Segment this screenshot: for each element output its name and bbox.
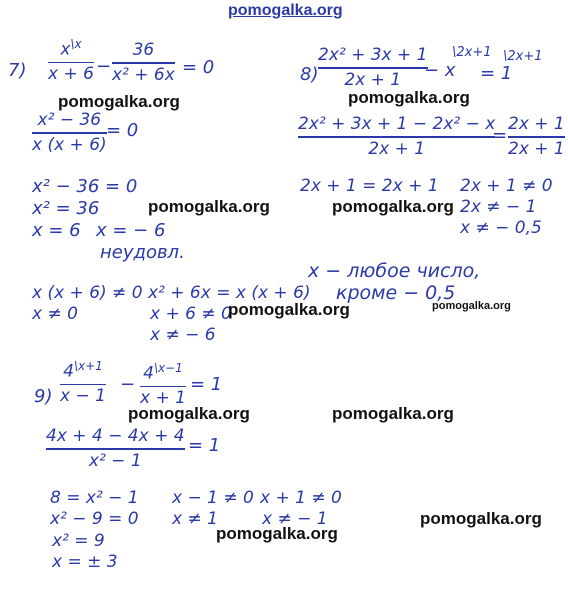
watermark-3[interactable]: pomogalka.org (148, 197, 270, 216)
p8-eq1: = 1 (480, 63, 513, 84)
p7-cond-1: x (x + 6) ≠ 0 (32, 283, 143, 303)
p9-cond-4: x ≠ − 1 (262, 509, 328, 529)
p9-cond-3: x + 1 ≠ 0 (260, 488, 342, 508)
watermark-10[interactable]: pomogalka.org (420, 509, 542, 528)
watermark-5[interactable]: pomogalka.org (228, 300, 350, 319)
p8-fraction-1 (318, 47, 428, 89)
p8-minus-x: − x (424, 60, 456, 81)
watermark-8[interactable]: pomogalka.org (332, 404, 454, 423)
watermark-6[interactable]: pomogalka.org (432, 300, 511, 312)
problem-8-label: 8) (300, 64, 319, 85)
p8-line-2: 2x + 1 ≠ 0 (460, 176, 553, 196)
p7-f1-exp: \x (70, 37, 82, 51)
problem-7-label: 7) (8, 60, 27, 81)
p9-cond-2: x ≠ 1 (172, 509, 218, 529)
p9-f1-exp: \x+1 (73, 359, 103, 373)
p7-f1-den: x + 6 (48, 64, 94, 85)
p7-line-3a: x = 6 (32, 220, 81, 241)
p9-line-3: x² = 9 (52, 531, 105, 551)
p9-line-4: x = ± 3 (52, 552, 118, 572)
p8-step-den: 2x + 1 (368, 138, 426, 159)
p8-f1-den: 2x + 1 (344, 69, 402, 90)
p9-step-eq: = 1 (188, 435, 221, 456)
p7-cond-5: x ≠ − 6 (150, 325, 216, 345)
problem-9-label: 9) (34, 386, 53, 407)
p7-minus: − (96, 56, 112, 77)
p8-rhs-num: 2x + 1 (508, 114, 565, 134)
watermark-2[interactable]: pomogalka.org (348, 88, 470, 107)
p8-rhs-fraction (508, 116, 565, 158)
p9-step-num: 4x + 4 − 4x + 4 (46, 426, 185, 446)
p8-step-eq: = (492, 125, 508, 146)
watermark-top[interactable]: pomogalka.org (228, 2, 343, 19)
p7-line-4: неудовл. (100, 242, 185, 263)
p8-exp: \2x+1 (452, 45, 492, 60)
p7-line-2: x² = 36 (32, 198, 100, 219)
p7-cond-2: x ≠ 0 (32, 304, 78, 324)
p9-fraction-2 (140, 362, 186, 407)
p7-step1-den: x (x + 6) (32, 134, 107, 155)
p8-rhs-den: 2x + 1 (508, 138, 565, 159)
p8-answer-1: x − любое число, (308, 260, 481, 282)
p9-equals: = 1 (190, 374, 223, 395)
p9-f2-exp: \x−1 (153, 361, 183, 375)
p7-f2-den: x² + 6x (112, 64, 175, 85)
p9-f2-den: x + 1 (140, 388, 186, 409)
p8-line-4: x ≠ − 0,5 (460, 218, 542, 238)
p7-equals: = 0 (182, 57, 215, 78)
p8-line-3: 2x ≠ − 1 (460, 197, 537, 217)
p8-exp2: \2x+1 (503, 49, 543, 64)
p7-step1-eq: = 0 (106, 120, 139, 141)
p9-step-fraction (46, 428, 185, 470)
p7-line-1: x² − 36 = 0 (32, 176, 138, 197)
p9-minus: − (120, 374, 136, 395)
p7-f1-num: x (60, 39, 71, 60)
p8-step-fraction (298, 116, 495, 158)
p8-f1-num: 2x² + 3x + 1 (318, 45, 428, 65)
p7-line-3b: x = − 6 (96, 220, 166, 241)
p9-step-den: x² − 1 (88, 450, 142, 471)
p9-fraction-1 (60, 360, 106, 405)
p9-cond-1: x − 1 ≠ 0 (172, 488, 254, 508)
p9-line-1: 8 = x² − 1 (50, 488, 139, 508)
watermark-7[interactable]: pomogalka.org (128, 404, 250, 423)
p7-fraction-1 (48, 38, 94, 83)
p9-f1-den: x − 1 (60, 386, 106, 407)
p8-step-num: 2x² + 3x + 1 − 2x² − x (298, 114, 496, 134)
p7-f2-num: 36 (132, 40, 155, 60)
p9-f1-num: 4 (63, 361, 74, 382)
p7-step1-num: x² − 36 (37, 110, 102, 130)
watermark-1[interactable]: pomogalka.org (58, 92, 180, 111)
watermark-9[interactable]: pomogalka.org (216, 524, 338, 543)
p8-line-1: 2x + 1 = 2x + 1 (300, 176, 439, 196)
p8-answer-2: кроме − 0,5 (336, 282, 456, 304)
p9-line-2: x² − 9 = 0 (50, 509, 139, 529)
p9-f2-num: 4 (143, 363, 154, 384)
p7-cond-4: x + 6 ≠ 0 (150, 304, 232, 324)
p7-cond-3: x² + 6x = x (x + 6) (148, 283, 311, 303)
p7-step1-fraction (32, 112, 107, 154)
p7-fraction-2 (112, 42, 175, 84)
watermark-4[interactable]: pomogalka.org (332, 197, 454, 216)
